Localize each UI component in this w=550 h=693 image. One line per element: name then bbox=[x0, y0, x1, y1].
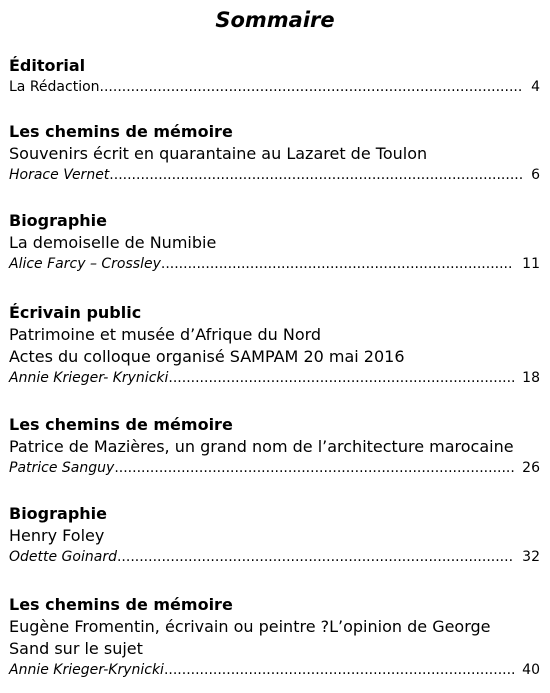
toc-section-chemins-2 bbox=[9, 414, 540, 478]
article-title: Souvenirs écrit en quarantaine au Lazaret de Toulon bbox=[9, 144, 428, 163]
toc-entry bbox=[9, 368, 540, 388]
section-heading: Les chemins de mémoire bbox=[9, 122, 233, 141]
author-name: Annie Krieger- Krynicki bbox=[9, 370, 169, 386]
toc-entry bbox=[9, 77, 540, 97]
section-heading: Écrivain public bbox=[9, 303, 142, 322]
article-title-line-2: Actes du colloque organisé SAMPAM 20 mai 2016 bbox=[9, 347, 405, 366]
toc-entry bbox=[9, 547, 540, 567]
toc-section-editorial bbox=[9, 55, 540, 97]
author-name: Patrice Sanguy bbox=[9, 460, 115, 476]
dot-leader bbox=[161, 254, 514, 274]
section-heading: Les chemins de mémoire bbox=[9, 595, 233, 614]
toc-entry bbox=[9, 165, 540, 185]
author-name: Horace Vernet bbox=[9, 167, 110, 183]
page-number: 4 bbox=[531, 79, 540, 95]
toc-section-chemins-1 bbox=[9, 121, 540, 185]
page-number: 18 bbox=[522, 370, 540, 386]
article-title: Eugène Fromentin, écrivain ou peintre ?L’opinion de George bbox=[9, 617, 491, 636]
toc-section-chemins-3 bbox=[9, 594, 540, 680]
toc-entry bbox=[9, 458, 540, 478]
page-number: 6 bbox=[531, 167, 540, 183]
toc-section-ecrivain-public bbox=[9, 302, 540, 388]
toc-entry bbox=[9, 254, 540, 274]
author-name: Alice Farcy – Crossley bbox=[9, 256, 161, 272]
author-name: La Rédaction bbox=[9, 79, 100, 95]
article-title: Henry Foley bbox=[9, 526, 105, 545]
dot-leader bbox=[164, 660, 514, 680]
toc-section-biographie-1 bbox=[9, 210, 540, 274]
dot-leader bbox=[168, 368, 514, 388]
article-title-line-2: Sand sur le sujet bbox=[9, 639, 143, 658]
article-title: Patrimoine et musée d’Afrique du Nord bbox=[9, 325, 322, 344]
page-number: 40 bbox=[522, 662, 540, 678]
section-heading: Les chemins de mémoire bbox=[9, 415, 233, 434]
section-heading: Biographie bbox=[9, 504, 107, 523]
page-number: 11 bbox=[522, 256, 540, 272]
section-heading: Éditorial bbox=[9, 56, 86, 75]
page-title: Sommaire bbox=[215, 8, 335, 32]
author-name: Odette Goinard bbox=[9, 549, 117, 565]
author-name: Annie Krieger-Krynicki bbox=[9, 662, 164, 678]
page-number: 32 bbox=[522, 549, 540, 565]
page-number: 26 bbox=[522, 460, 540, 476]
article-title: Patrice de Mazières, un grand nom de l’architecture marocaine bbox=[9, 437, 514, 456]
dot-leader bbox=[114, 458, 514, 478]
toc-entry bbox=[9, 660, 540, 680]
dot-leader bbox=[109, 165, 523, 185]
dot-leader bbox=[117, 547, 514, 567]
article-title: La demoiselle de Numibie bbox=[9, 233, 217, 252]
toc-section-biographie-2 bbox=[9, 503, 540, 567]
dot-leader bbox=[100, 77, 524, 97]
section-heading: Biographie bbox=[9, 211, 107, 230]
